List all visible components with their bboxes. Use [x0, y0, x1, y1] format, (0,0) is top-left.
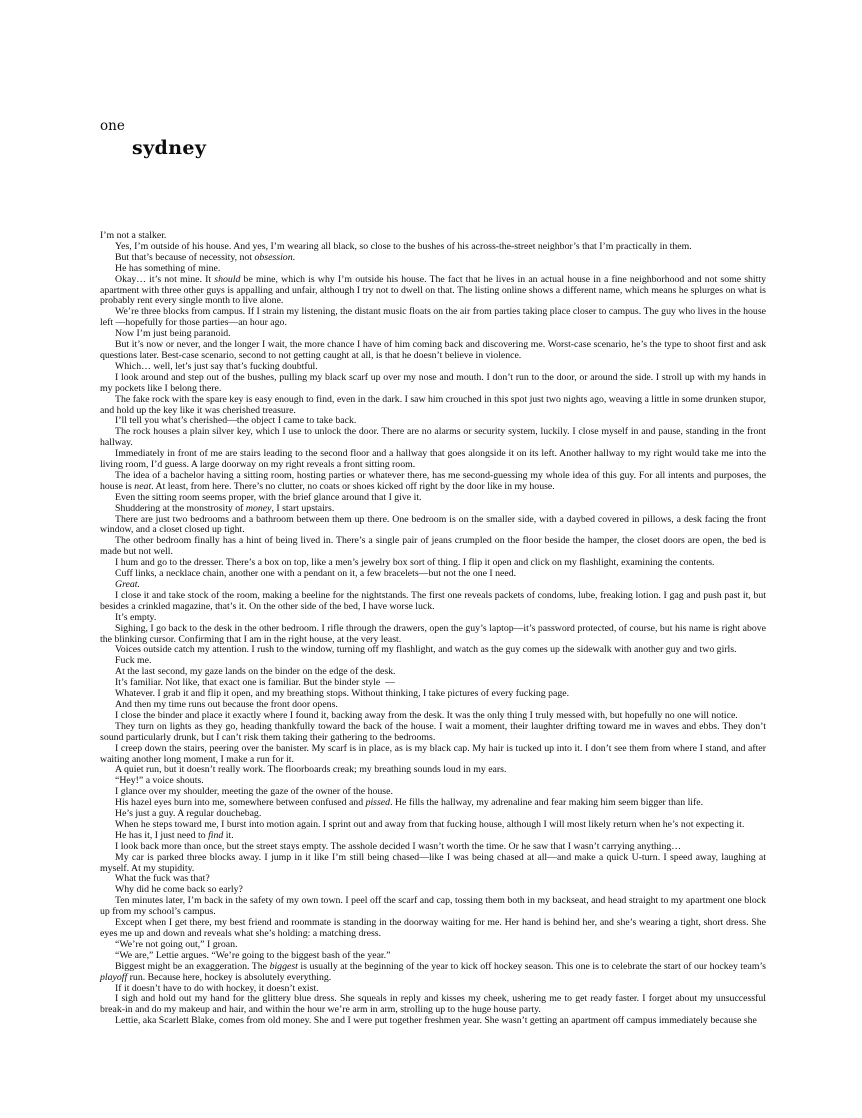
paragraph: Biggest might be an exaggeration. The biggest is usually at the beginning of the year to kick off hockey season. This one is to celebrate the start of our hockey team’s playoff run. Because here, hockey is absolutely everything. [100, 960, 766, 983]
paragraph: A quiet run, but it doesn’t really work. The floorboards creak; my breathing sounds loud in my ears. [115, 764, 507, 776]
paragraph: And then my time runs out because the front door opens. [115, 698, 338, 710]
paragraph: It’s familiar. Not like, that exact one is familiar. But the binder style — [115, 677, 395, 689]
paragraph: “We are,” Lettie argues. “We’re going to the biggest bash of the year.” [115, 949, 391, 961]
paragraph: The other bedroom finally has a hint of being lived in. There’s a single pair of jeans crumpled on the floor beside the hamper, the closet doors are open, the bed is made but not well. [100, 535, 766, 558]
paragraph: If it doesn’t have to do with hockey, it doesn’t exist. [115, 982, 319, 994]
paragraph: I look around and step out of the bushes, pulling my black scarf up over my nose and mouth. I don’t run to the door, or around the side. I stroll up with my hands in my pockets like I belong there. [100, 371, 766, 394]
paragraph: “We’re not going out,” I groan. [115, 938, 238, 950]
paragraph: I glance over my shoulder, meeting the gaze of the owner of the house. [115, 786, 393, 798]
paragraph: He’s just a guy. A regular douchebag. [115, 808, 262, 820]
paragraph: Yes, I’m outside of his house. And yes, I’m wearing all black, so close to the bushes of his across-the-street neighbor’s that I’m practically in them. [115, 240, 692, 252]
paragraph: The idea of a bachelor having a sitting room, hosting parties or whatever there, has me second-guessing my whole idea of this guy. For all intents and purposes, the house is neat. At least, from here. There’s no clutter, no coats or shoes kicked off right by the door like in my house. [100, 469, 766, 492]
paragraph: What the fuck was that? [115, 873, 210, 885]
paragraph: Sighing, I go back to the desk in the other bedroom. I rifle through the drawers, open the guy’s laptop—it’s password protected, of course, but his name is right above the blinking cursor. Confirming that I am in the right house, at the very least. [100, 622, 766, 645]
paragraph: We’re three blocks from campus. If I strain my listening, the distant music floats on the air from parties taking place closer to campus. The guy who lives in the house left —hopefully for those parties—an hour ago. [100, 306, 766, 329]
paragraph: Ten minutes later, I’m back in the safety of my own town. I peel off the scarf and cap, tossing them both in my backseat, and head straight to my apartment one block up from my school’s campus. [100, 895, 766, 918]
body-text [100, 231, 766, 1027]
paragraph: I’ll tell you what’s cherished—the object I came to take back. [115, 415, 357, 427]
paragraph: Which… well, let’s just say that’s fucking doubtful. [115, 360, 318, 372]
paragraph: My car is parked three blocks away. I jump in it like I’m still being chased—like I was being chased at all—and make a quick U-turn. I speed away, laughing at myself. At my stupidity. [100, 851, 766, 874]
paragraph: I sigh and hold out my hand for the glittery blue dress. She squeals in reply and kisses my cheek, ushering me to get ready faster. I forget about my unsuccessful break-in and do my makeup and hair, and within the hour we’re arm in arm, strolling up to the huge house party. [100, 993, 766, 1016]
paragraph: “Hey!” a voice shouts. [115, 775, 204, 787]
paragraph: Why did he come back so early? [115, 884, 243, 896]
chapter-title: sydney [132, 137, 207, 159]
paragraph: I creep down the stairs, peering over the banister. My scarf is in place, as is my black cap. My hair is tucked up into it. I don’t see them from where I stand, and after waiting another long moment, I make a run for it. [100, 742, 766, 765]
paragraph: Now I’m just being paranoid. [115, 328, 231, 340]
paragraph: But that’s because of necessity, not obsession. [115, 251, 296, 263]
paragraph: He has it, I just need to find it. [115, 829, 234, 841]
paragraph: I close it and take stock of the room, making a beeline for the nightstands. The first one reveals packets of condoms, lube, freaking lotion. I gag and push past it, but besides a crinkled magazine, that’s it. On the other side of the bed, I have worse luck. [100, 589, 766, 612]
paragraph: The rock houses a plain silver key, which I use to unlock the door. There are no alarms or security system, luckily. I close myself in and pause, standing in the front hallway. [100, 426, 766, 449]
paragraph: Lettie, aka Scarlett Blake, comes from old money. She and I were put together freshmen year. She wasn’t getting an apartment off campus immediately because she [115, 1015, 757, 1027]
paragraph: Even the sitting room seems proper, with the brief glance around that I give it. [115, 491, 422, 503]
paragraph: At the last second, my gaze lands on the binder on the edge of the desk. [115, 666, 396, 678]
paragraph: His hazel eyes burn into me, somewhere between confused and pissed. He fills the hallway, my adrenaline and fear making him seem bigger than life. [115, 797, 704, 809]
paragraph: I’m not a stalker. [100, 230, 167, 241]
paragraph: Voices outside catch my attention. I rush to the window, turning off my flashlight, and watch as the guy comes up the sidewalk with another guy and two girls. [115, 644, 737, 656]
paragraph: Okay… it’s not mine. It should be mine, which is why I’m outside his house. The fact that he lives in an actual house in a fine neighborhood and not some shitty apartment with three other guys is appalling and unfair, although I try not to dwell on that. The listing online shows a different name, which means he splurges on what is probably rent every single month to live alone. [100, 273, 766, 307]
paragraph: Immediately in front of me are stairs leading to the second floor and a hallway that goes alongside it on its left. Another hallway to my right would take me into the living room, I’d guess. A large doorway on my right reveals a front sitting room. [100, 448, 766, 471]
paragraph: Whatever. I grab it and flip it open, and my breathing stops. Without thinking, I take pictures of every fucking page. [115, 688, 570, 700]
paragraph: The fake rock with the spare key is easy enough to find, even in the dark. I saw him crouched in this spot just two nights ago, weaving a little in some drunken stupor, and hold up the key like it was cherished treasure. [100, 393, 766, 416]
paragraph: They turn on lights as they go, heading thankfully toward the back of the house. I wait a moment, their laughter drifting toward me in waves and ebbs. They don’t sound particularly drunk, but I can’t risk them taking their gathering to the bedrooms. [100, 720, 766, 743]
paragraph: I close the binder and place it exactly where I found it, backing away from the desk. It was the only thing I truly messed with, but hopefully no one will notice. [115, 709, 738, 721]
paragraph: It’s empty. [115, 611, 157, 623]
paragraph: Great. [115, 579, 140, 590]
paragraph: I look back more than once, but the street stays empty. The asshole decided I wasn’t worth the time. Or he saw that I wasn’t carrying anything… [115, 840, 682, 852]
paragraph: But it’s now or never, and the longer I wait, the more chance I have of him coming back and discovering me. Worst-case scenario, he’s the type to shoot first and ask questions later. Best-case scenario, second to not getting caught at all, is that he doesn’t believe in violence. [100, 339, 766, 361]
chapter-number: one [100, 118, 125, 134]
paragraph: Fuck me. [115, 655, 152, 667]
paragraph: Shuddering at the monstrosity of money, I start upstairs. [115, 502, 335, 514]
paragraph: There are just two bedrooms and a bathroom between them up there. One bedroom is on the smaller side, with a daybed covered in pillows, a desk facing the front window, and a closet closed up tight. [100, 513, 766, 536]
paragraph: Except when I get there, my best friend and roommate is standing in the doorway waiting for me. Her hand is behind her, and she’s wearing a tight, short dress. She eyes me up and down and reveals what she’s holding: a matching dress. [100, 917, 766, 939]
paragraph: He has something of mine. [115, 262, 221, 274]
paragraph: Cuff links, a necklace chain, another one with a pendant on it, a few bracelets—but not the one I need. [115, 568, 517, 580]
paragraph: I hum and go to the dresser. There’s a box on top, like a men’s jewelry box sort of thing. I flip it open and click on my flashlight, examining the contents. [115, 557, 715, 569]
paragraph: When he steps toward me, I burst into motion again. I sprint out and away from that fucking house, although I will most likely return when he’s not expecting it. [115, 818, 745, 830]
